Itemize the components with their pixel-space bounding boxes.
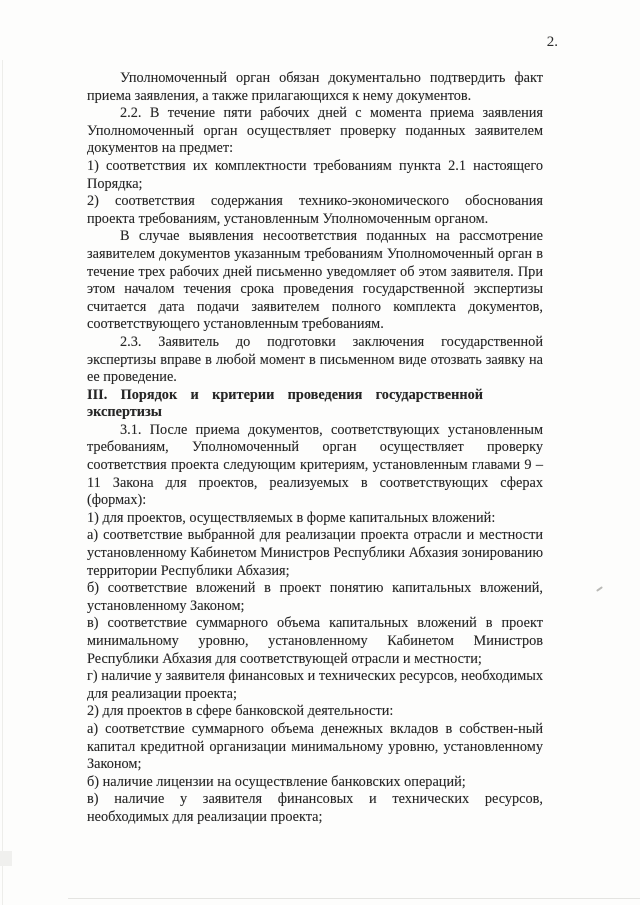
- paragraph: В случае выявления несоответствия поданных на рассмотрение заявителем документов указанным требованиям Уполномоченный орган в течение трех рабочих дней письменно уведомляет об этом заявителя. При этом началом течения срока проведения государственной экспертизы считается дата подачи заявителем полного комплекта документов, соответствующего установленным требованиям.: [87, 228, 543, 333]
- list-item: 1) для проектов, осуществляемых в форме капитальных вложений:: [87, 509, 496, 526]
- scan-smudge: [0, 851, 12, 866]
- document-body: [87, 70, 543, 827]
- page-number: 2.: [546, 34, 558, 50]
- sub-list-item: а) соответствие выбранной для реализации проекта отрасли и местности установленному Кабинетом Министров Республики Абхазия зонированию территории Республики Абхазия;: [87, 527, 543, 579]
- paragraph: 3.1. После приема документов, соответствующих установленным требованиям, Уполномоченный орган осуществляет проверку соответствия проекта следующим критериям, установленным главами 9 – 11 Закона для проектов, реализуемых в соответствующих сферах (формах):: [87, 421, 543, 509]
- sub-list-item: г) наличие у заявителя финансовых и технических ресурсов, необходимых для реализации проекта;: [87, 668, 543, 702]
- paragraph: 2.2. В течение пяти рабочих дней с момента приема заявления Уполномоченный орган осуществляет проверку поданных заявителем документов на предмет:: [87, 105, 543, 157]
- list-item: 2) соответствия содержания технико-экономического обоснования проекта требованиям, установленным Уполномоченным органом.: [87, 193, 543, 227]
- scan-edge-line-bottom: [68, 898, 640, 899]
- sub-list-item: б) наличие лицензии на осуществление банковских операций;: [87, 773, 466, 790]
- scan-edge-line-left: [2, 60, 3, 905]
- paragraph: Уполномоченный орган обязан документально подтвердить факт приема заявления, а также прилагающихся к нему документов.: [87, 70, 543, 104]
- sub-list-item: в) соответствие суммарного объема капитальных вложений в проект минимальному уровню, установленному Кабинетом Министров Республики Абхазия для соответствующей отрасли и местности;: [87, 615, 543, 667]
- section-heading: III. Порядок и критерии проведения государственной экспертизы: [87, 386, 483, 421]
- list-item: 1) соответствия их комплектности требованиям пункта 2.1 настоящего Порядка;: [87, 157, 543, 192]
- list-item: 2) для проектов в сфере банковской деятельности:: [87, 703, 394, 720]
- paragraph: 2.3. Заявитель до подготовки заключения государственной экспертизы вправе в любой момент в письменном виде отозвать заявку на ее проведение.: [87, 333, 543, 386]
- sub-list-item: в) наличие у заявителя финансовых и технических ресурсов, необходимых для реализации проекта;: [87, 791, 543, 825]
- scan-speckle: [596, 586, 603, 592]
- sub-list-item: б) соответствие вложений в проект понятию капитальных вложений, установленному Законом;: [87, 580, 543, 614]
- sub-list-item: а) соответствие суммарного объема денежных вкладов в собствен-ный капитал кредитной организации минимальному уровню, установленному Законом;: [87, 720, 543, 773]
